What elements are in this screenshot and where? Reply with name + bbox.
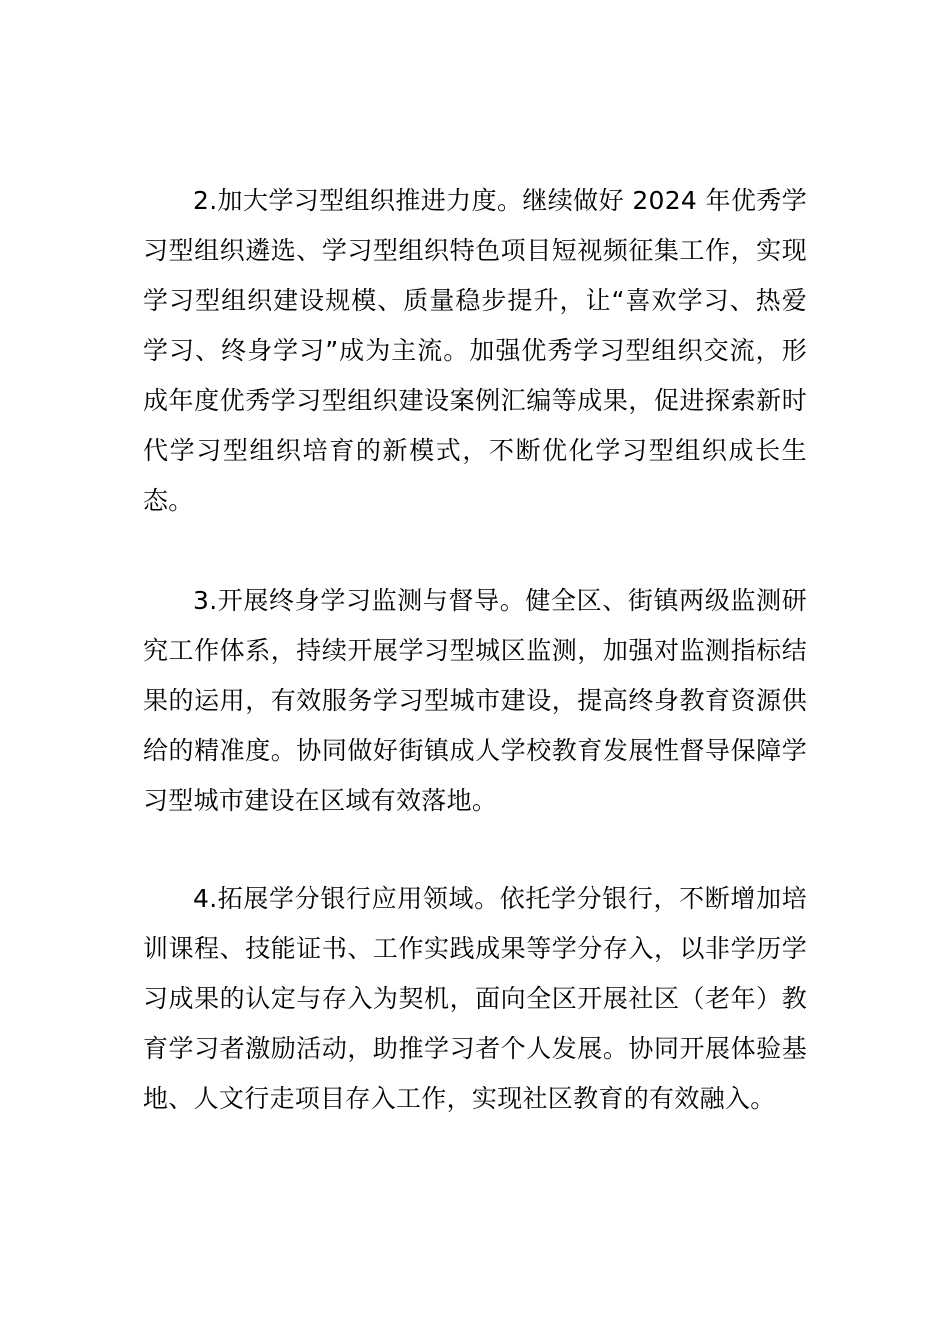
paragraph-learning-organization: 2.加大学习型组织推进力度。继续做好 2024 年优秀学习型组织遴选、学习型组织特色项目短视频征集工作，实现学习型组织建设规模、质量稳步提升，让“喜欢学习、热爱学习、终身学习”成为主流。加强优秀学习型组织交流，形成年度优秀学习型组织建设案例汇编等成果，促进探索新时代学习型组织培育的新模式，不断优化学习型组织成长生态。 [143, 186, 807, 515]
paragraph-credit-bank: 4.拓展学分银行应用领域。依托学分银行，不断增加培训课程、技能证书、工作实践成果等学分存入，以非学历学习成果的认定与存入为契机，面向全区开展社区（老年）教育学习者激励活动，助推学习者个人发展。协同开展体验基地、人文行走项目存入工作，实现社区教育的有效融入。 [143, 884, 807, 1113]
paragraph-lifelong-learning-monitoring: 3.开展终身学习监测与督导。健全区、街镇两级监测研究工作体系，持续开展学习型城区监测，加强对监测指标结果的运用，有效服务学习型城市建设，提高终身教育资源供给的精准度。协同做好街镇成人学校教育发展性督导保障学习型城市建设在区域有效落地。 [143, 586, 807, 815]
